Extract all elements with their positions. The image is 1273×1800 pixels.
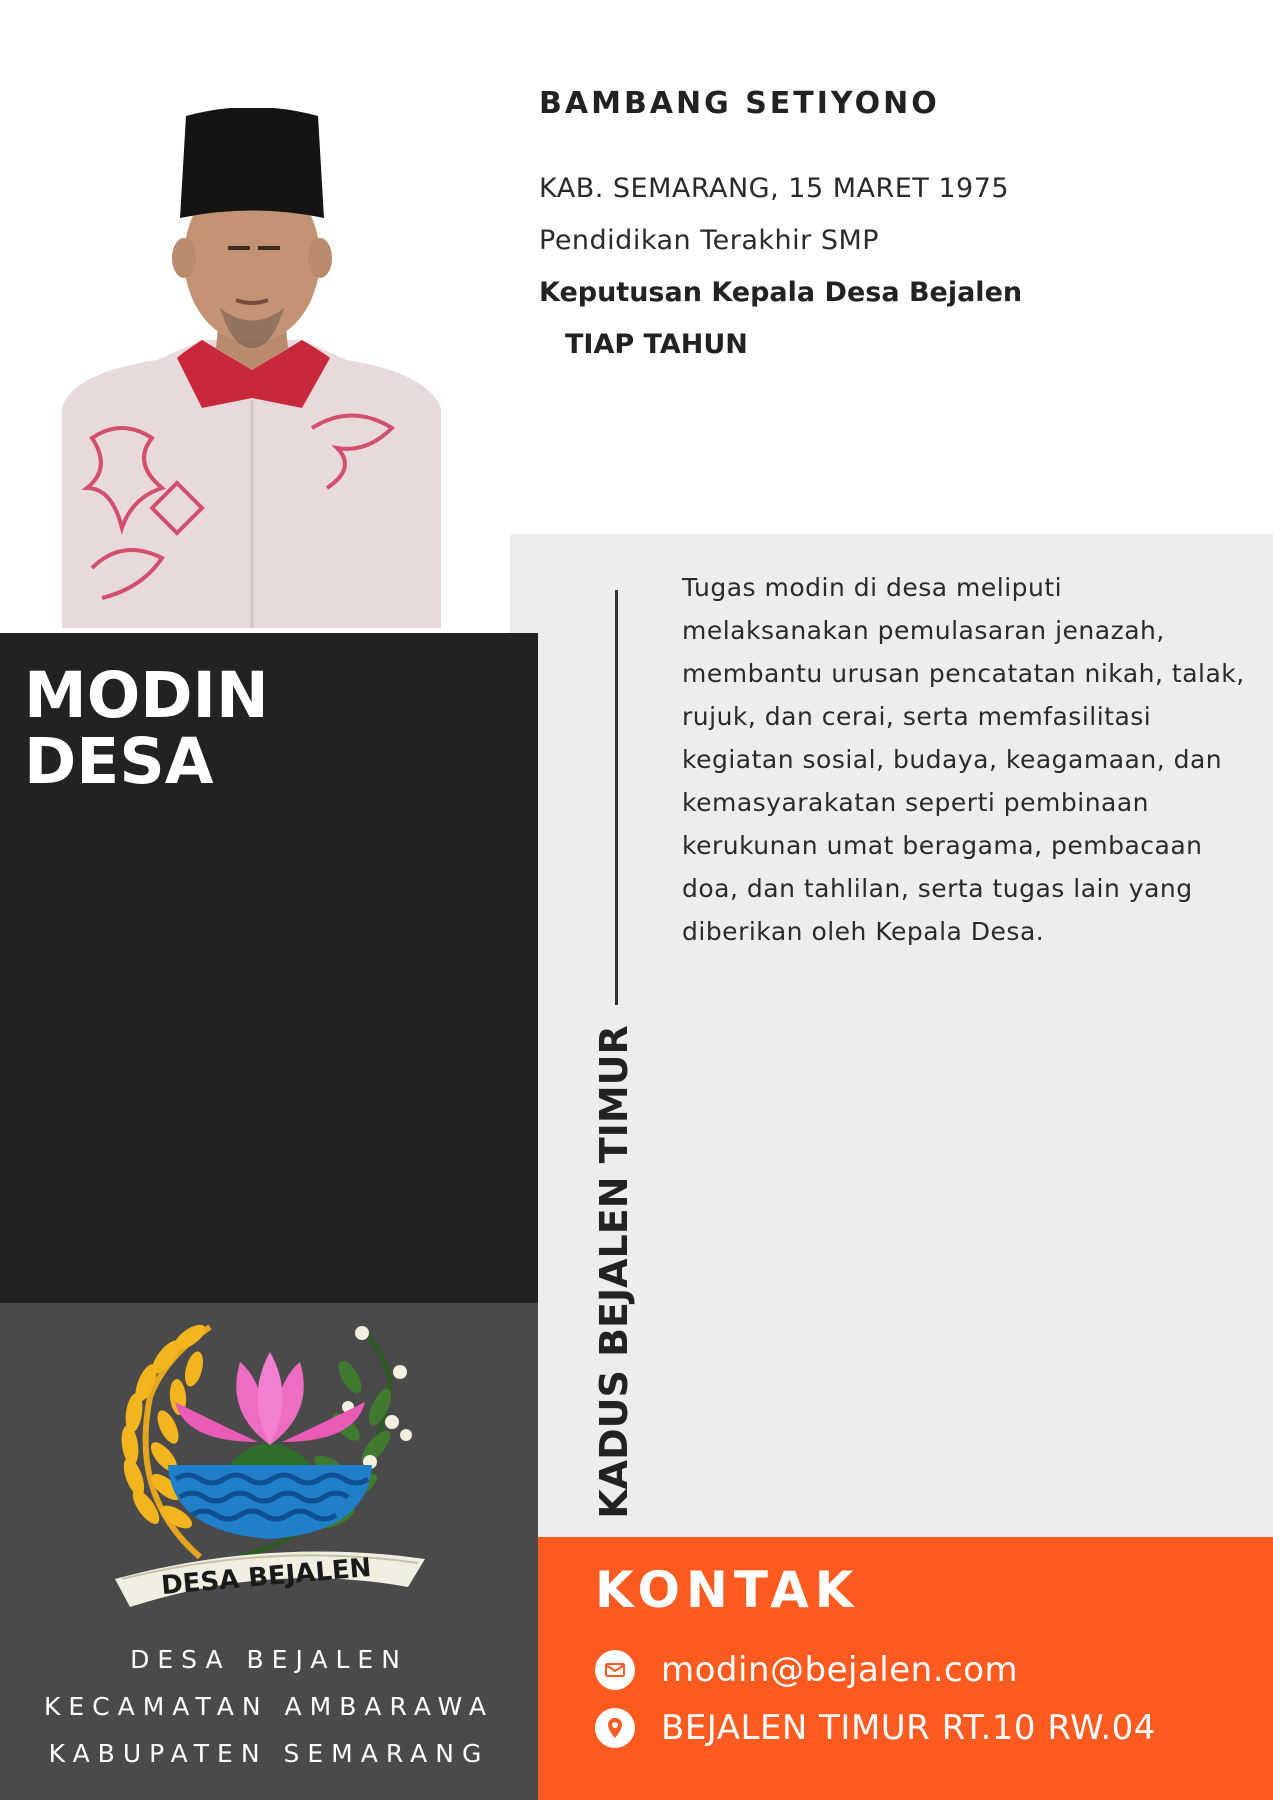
district-name: KECAMATAN AMBARAWA xyxy=(43,1692,495,1721)
divider-line xyxy=(615,590,618,1005)
regency-name: KABUPATEN SEMARANG xyxy=(48,1739,490,1768)
logo-banner-text: DESA BEJALEN xyxy=(160,1552,373,1602)
profile-photo xyxy=(62,108,441,628)
village-block xyxy=(0,1303,538,1800)
contact-block xyxy=(538,1537,1273,1800)
job-description: Tugas modin di desa meliputi melaksanakan pemulasaran jenazah, membantu urusan pencatatan nikah, talak, rujuk, dan cerai, serta memfasilitasi kegiatan sosial, budaya, keagamaan, dan kemasyarakatan seperti pembinaan kerukunan umat beragama, pembacaan doa, dan tahlilan, serta tugas lain yang diberikan oleh Kepala Desa. xyxy=(682,573,1245,946)
village-name: DESA BEJALEN xyxy=(130,1645,408,1674)
contact-email[interactable]: modin@bejalen.com xyxy=(661,1650,1019,1690)
map-pin-icon xyxy=(595,1708,635,1748)
contact-title: KONTAK xyxy=(595,1561,860,1619)
contact-email-row[interactable] xyxy=(595,1650,1018,1690)
role-title-line1: MODIN xyxy=(24,659,269,732)
contact-address: BEJALEN TIMUR RT.10 RW.04 xyxy=(661,1708,1156,1748)
role-title xyxy=(24,659,269,798)
role-block xyxy=(0,633,538,1303)
contact-address-row xyxy=(595,1708,1156,1748)
village-logo xyxy=(110,1317,430,1627)
envelope-icon xyxy=(595,1650,635,1690)
birth-info: KAB. SEMARANG, 15 MARET 1975 xyxy=(539,173,1010,204)
person-name: BAMBANG SETIYONO xyxy=(539,86,940,121)
role-title-line2: DESA xyxy=(24,725,214,798)
term-info: TIAP TAHUN xyxy=(565,329,748,360)
decree-info: Keputusan Kepala Desa Bejalen xyxy=(539,277,1023,308)
education-info: Pendidikan Terakhir SMP xyxy=(539,225,880,256)
vertical-label: KADUS BEJALEN TIMUR xyxy=(592,1025,636,1519)
